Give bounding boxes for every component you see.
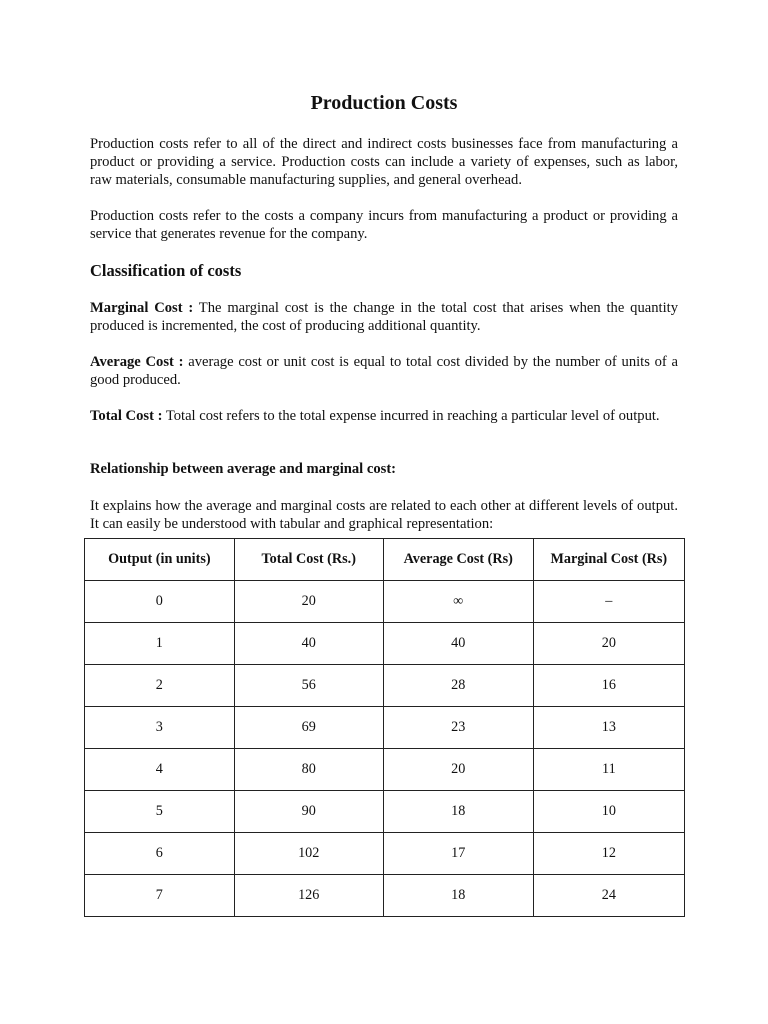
intro-paragraph-2: Production costs refer to the costs a company incurs from manufacturing a product or providing a service that generates revenue for the company. <box>90 208 678 242</box>
marginal-cost-text: The marginal cost is the change in the total cost that arises when the quantity produced is incremented, the cost of producing additional quantity. <box>90 300 678 334</box>
cell-total-cost: 126 <box>234 875 383 917</box>
cell-average-cost: 18 <box>383 875 533 917</box>
average-cost-term: Average Cost : <box>90 354 184 370</box>
total-cost-definition <box>90 407 678 425</box>
intro-paragraph-1: Production costs refer to all of the direct and indirect costs businesses face from manufacturing a product or providing a service. Production costs can include a variety of expenses, such as labor, raw materials, consumable manufacturing supplies, and general overhead. <box>90 136 678 188</box>
table-row <box>85 791 685 833</box>
header-average-cost: Average Cost (Rs) <box>383 539 533 581</box>
cell-marginal-cost: 20 <box>533 623 684 665</box>
page-title: Production Costs <box>310 92 458 114</box>
table-row <box>85 833 685 875</box>
cell-average-cost: 28 <box>383 665 533 707</box>
cell-output: 0 <box>85 581 235 623</box>
total-cost-text: Total cost refers to the total expense incurred in reaching a particular level of output. <box>162 408 660 424</box>
cost-table <box>84 538 685 917</box>
cell-average-cost: 20 <box>383 749 533 791</box>
cell-output: 7 <box>85 875 235 917</box>
header-marginal-cost: Marginal Cost (Rs) <box>533 539 684 581</box>
cell-output: 5 <box>85 791 235 833</box>
cell-marginal-cost: – <box>533 581 684 623</box>
cell-total-cost: 102 <box>234 833 383 875</box>
table-row <box>85 749 685 791</box>
cell-marginal-cost: 10 <box>533 791 684 833</box>
marginal-cost-term: Marginal Cost : <box>90 300 194 316</box>
relationship-heading: Relationship between average and marginal cost: <box>90 461 397 477</box>
table-row <box>85 665 685 707</box>
table-row <box>85 875 685 917</box>
average-cost-definition <box>90 353 678 389</box>
cell-average-cost: 18 <box>383 791 533 833</box>
header-total-cost: Total Cost (Rs.) <box>234 539 383 581</box>
cell-total-cost: 90 <box>234 791 383 833</box>
marginal-cost-definition <box>90 299 678 335</box>
cell-average-cost: 40 <box>383 623 533 665</box>
cell-marginal-cost: 16 <box>533 665 684 707</box>
cell-marginal-cost: 11 <box>533 749 684 791</box>
cell-average-cost: 17 <box>383 833 533 875</box>
header-output: Output (in units) <box>85 539 235 581</box>
cell-total-cost: 20 <box>234 581 383 623</box>
cell-average-cost: ∞ <box>383 581 533 623</box>
cell-output: 4 <box>85 749 235 791</box>
cell-total-cost: 40 <box>234 623 383 665</box>
cell-output: 3 <box>85 707 235 749</box>
cell-average-cost: 23 <box>383 707 533 749</box>
table-row <box>85 707 685 749</box>
total-cost-term: Total Cost : <box>90 408 163 424</box>
table-row <box>85 581 685 623</box>
cell-total-cost: 56 <box>234 665 383 707</box>
cell-output: 6 <box>85 833 235 875</box>
cell-marginal-cost: 24 <box>533 875 684 917</box>
cell-marginal-cost: 13 <box>533 707 684 749</box>
classification-heading: Classification of costs <box>90 261 242 280</box>
cell-total-cost: 69 <box>234 707 383 749</box>
table-header-row <box>85 539 685 581</box>
cell-total-cost: 80 <box>234 749 383 791</box>
table-row <box>85 623 685 665</box>
relationship-paragraph: It explains how the average and marginal costs are related to each other at different levels of output. It can easily be understood with tabular and graphical representation: <box>90 498 678 532</box>
average-cost-text: average cost or unit cost is equal to total cost divided by the number of units of a good produced. <box>90 354 678 388</box>
cell-output: 2 <box>85 665 235 707</box>
cell-output: 1 <box>85 623 235 665</box>
cell-marginal-cost: 12 <box>533 833 684 875</box>
